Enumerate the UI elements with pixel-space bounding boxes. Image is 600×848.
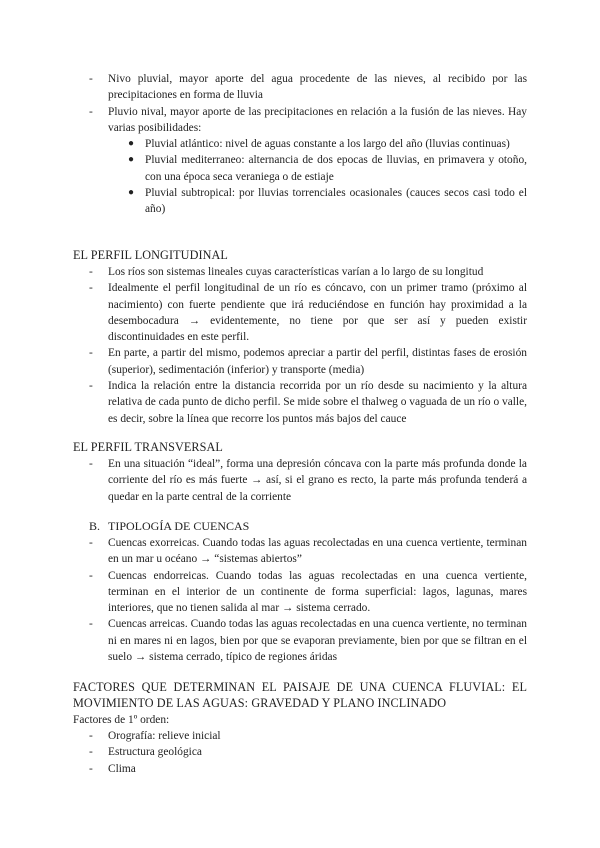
list-item-text: Cuencas endorreicas. Cuando todas las aguas recolectadas en una cuenca vertiente, terminan en el interior de un continente de forma superficial: lagos, lagunas, mares interiores, que no tienen salida al mar → sistema cerrado. [108, 569, 527, 615]
list-item-text: Idealmente el perfil longitudinal de un río es cóncavo, con un primer tramo (próximo al nacimiento) con fuerte pendiente que irá reduciéndose en función hay proximidad a la desembocadura → evidentemente, no tiene por que ser así y pueden existir discontinuidades en este perfil. [108, 282, 527, 344]
list-item-text: En parte, a partir del mismo, podemos apreciar a partir del perfil, distintas fases de erosión (superior), sedimentación (inferior) y transporte (media) [108, 347, 527, 376]
subsection-heading [89, 518, 249, 534]
list-item [0, 761, 600, 777]
list-item-text: Orografía: relieve inicial [108, 730, 221, 742]
list-item [0, 71, 600, 104]
list-item-text: Nivo pluvial, mayor aporte del agua procedente de las nieves, al recibido por las precipitaciones en forma de lluvia [108, 73, 527, 102]
list-item [0, 104, 600, 137]
list-item-text: En una situación “ideal”, forma una depresión cóncava con la parte más profunda donde la corriente del río es más fuerte → así, si el grano es recto, la parte más profunda tenderá a quedar en la parte central de la corriente [108, 458, 527, 503]
list-item [0, 744, 600, 760]
section-heading: EL PERFIL LONGITUDINAL [73, 248, 228, 262]
subsection-marker: B. [89, 519, 101, 533]
list-item [0, 728, 600, 744]
dash-marker: - [89, 730, 93, 742]
list-item-text: Estructura geológica [108, 746, 202, 759]
perfil-longitudinal-list [0, 264, 600, 427]
factores-subtitle: Factores de 1º orden: [73, 714, 170, 726]
list-item [0, 568, 600, 617]
list-item-text: Los ríos son sistemas lineales cuyas características varían a lo largo de su longitud [108, 266, 484, 278]
bullet-icon: ● [128, 138, 135, 150]
intro-section [0, 71, 600, 218]
list-item-text: Clima [108, 762, 136, 775]
dash-marker: - [89, 266, 93, 278]
sub-list-item [0, 136, 600, 152]
dash-marker: - [89, 746, 93, 759]
dash-marker: - [89, 347, 93, 360]
dash-marker: - [89, 458, 93, 470]
section-heading: EL PERFIL TRANSVERSAL [73, 440, 223, 454]
list-item-text: Indica la relación entre la distancia recorrida por un río desde su nacimiento y la altura relativa de cada punto de dicho perfil. Se mide sobre el thalweg o vaguada de un río o valle, es decir, sobre la línea que recorre los puntos más bajos del cauce [108, 380, 527, 425]
list-item [0, 345, 600, 378]
bullet-icon: ● [128, 187, 135, 199]
factores-list [0, 728, 600, 777]
section-heading: FACTORES QUE DETERMINAN EL PAISAJE DE UNA CUENCA FLUVIAL: EL MOVIMIENTO DE LAS AGUAS: GRAVEDAD Y PLANO INCLINADO [73, 680, 527, 711]
sub-list-item [0, 185, 600, 218]
dash-marker: - [89, 380, 93, 393]
dash-marker: - [89, 73, 93, 85]
dash-marker: - [89, 618, 93, 631]
subsection-title: TIPOLOGÍA DE CUENCAS [108, 519, 250, 533]
sub-list-item-text: Pluvial subtropical: por lluvias torrenciales ocasionales (cauces secos casi todo el año) [145, 187, 527, 216]
list-item [0, 456, 600, 505]
list-item-text: Cuencas exorreicas. Cuando todas las aguas recolectadas en una cuenca vertiente, terminan en un mar u océano → “sistemas abiertos” [108, 537, 527, 566]
list-item [0, 616, 600, 665]
list-item [0, 280, 600, 345]
perfil-transversal-list [0, 456, 600, 505]
sub-list [0, 136, 600, 217]
sub-list-item-text: Pluvial mediterraneo: alternancia de dos epocas de lluvias, en primavera y otoño, con una época seca veraniega o de estiaje [145, 154, 527, 183]
dash-marker: - [89, 569, 93, 582]
list-item-text: Cuencas arreicas. Cuando todas las aguas recolectadas en una cuenca vertiente, no terminan ni en mares ni en lagos, bien por que se evaporan previamente, bien por que se filtran en el suelo → sistema cerrado, típico de regiones áridas [108, 618, 527, 664]
bullet-icon: ● [128, 154, 135, 166]
dash-marker: - [89, 282, 93, 295]
list-item [0, 378, 600, 427]
tipologia-list [0, 535, 600, 665]
dash-marker: - [89, 537, 93, 549]
list-item [0, 535, 600, 568]
sub-list-item-text: Pluvial atlántico: nivel de aguas constante a los largo del año (lluvias continuas) [145, 138, 510, 151]
list-item [0, 264, 600, 280]
list-item-text: Pluvio nival, mayor aporte de las precipitaciones en relación a la fusión de las nieves. Hay varias posibilidades: [108, 105, 527, 134]
sub-list-item [0, 152, 600, 185]
dash-marker: - [89, 105, 93, 118]
dash-marker: - [89, 762, 93, 775]
